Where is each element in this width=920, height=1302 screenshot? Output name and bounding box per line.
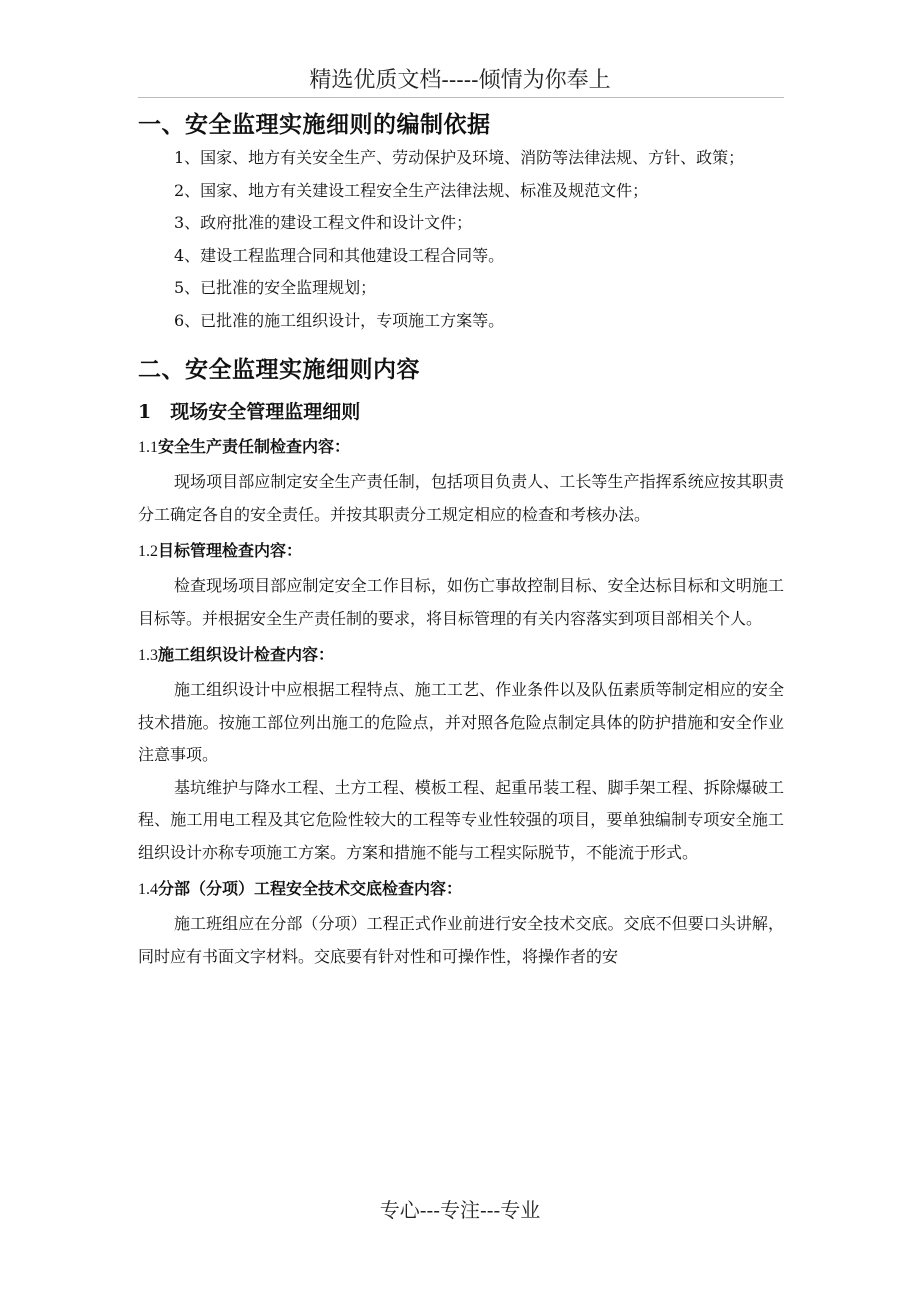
subsection-number: 1.3 bbox=[138, 647, 158, 664]
paragraph: 施工班组应在分部（分项）工程正式作业前进行安全技术交底。交底不但要口头讲解，同时应有书面文字材料。交底要有针对性和可操作性，将操作者的安 bbox=[138, 914, 784, 966]
subsection-title: 施工组织设计检查内容： bbox=[158, 645, 335, 664]
list-item: 3、政府批准的建设工程文件和设计文件； bbox=[174, 213, 473, 232]
list-item: 1、国家、地方有关安全生产、劳动保护及环境、消防等法律法规、方针、政策； bbox=[174, 148, 745, 167]
header-divider bbox=[138, 97, 784, 98]
list-item: 2、国家、地方有关建设工程安全生产法律法规、标准及规范文件； bbox=[174, 180, 649, 200]
subsection-1-1-heading bbox=[138, 433, 784, 462]
subsection-title: 安全生产责任制检查内容： bbox=[158, 437, 351, 456]
subsection-1-4-heading bbox=[138, 875, 784, 904]
subsection-1-3-heading bbox=[138, 641, 784, 670]
subsection-number: 1.4 bbox=[138, 881, 158, 898]
subsection-number: 1.2 bbox=[138, 543, 158, 560]
page-header: 精选优质文档-----倾情为你奉上 bbox=[309, 68, 611, 93]
subsection-1-title: 1 现场安全管理监理细则 bbox=[138, 401, 361, 423]
section-1-list bbox=[138, 142, 784, 337]
page-footer: 专心---专注---专业 bbox=[379, 1198, 541, 1222]
section-2-title: 二、安全监理实施细则内容 bbox=[138, 356, 420, 383]
paragraph: 基坑维护与降水工程、土方工程、模板工程、起重吊装工程、脚手架工程、拆除爆破工程、施工用电工程及其它危险性较大的工程等专业性较强的项目，要单独编制专项安全施工组织设计亦称专项施工方案。方案和措施不能与工程实际脱节，不能流于形式。 bbox=[138, 777, 784, 862]
list-item: 4、建设工程监理合同和其他建设工程合同等。 bbox=[174, 245, 505, 265]
list-item: 5、已批准的安全监理规划； bbox=[174, 278, 377, 297]
subsection-title: 目标管理检查内容： bbox=[158, 541, 303, 560]
document-body bbox=[138, 108, 784, 973]
paragraph: 现场项目部应制定安全生产责任制，包括项目负责人、工长等生产指挥系统应按其职责分工确定各自的安全责任。并按其职责分工规定相应的检查和考核办法。 bbox=[138, 472, 784, 524]
subsection-1-2-heading bbox=[138, 537, 784, 566]
section-1-title: 一、安全监理实施细则的编制依据 bbox=[138, 111, 491, 138]
paragraph: 施工组织设计中应根据工程特点、施工工艺、作业条件以及队伍素质等制定相应的安全技术措施。按施工部位列出施工的危险点，并对照各危险点制定具体的防护措施和安全作业注意事项。 bbox=[138, 680, 784, 764]
subsection-number: 1.1 bbox=[138, 439, 158, 456]
paragraph: 检查现场项目部应制定安全工作目标，如伤亡事故控制目标、安全达标目标和文明施工目标等。并根据安全生产责任制的要求，将目标管理的有关内容落实到项目部相关个人。 bbox=[138, 576, 784, 628]
subsection-title: 分部（分项）工程安全技术交底检查内容： bbox=[158, 879, 463, 898]
list-item: 6、已批准的施工组织设计，专项施工方案等。 bbox=[174, 310, 505, 330]
